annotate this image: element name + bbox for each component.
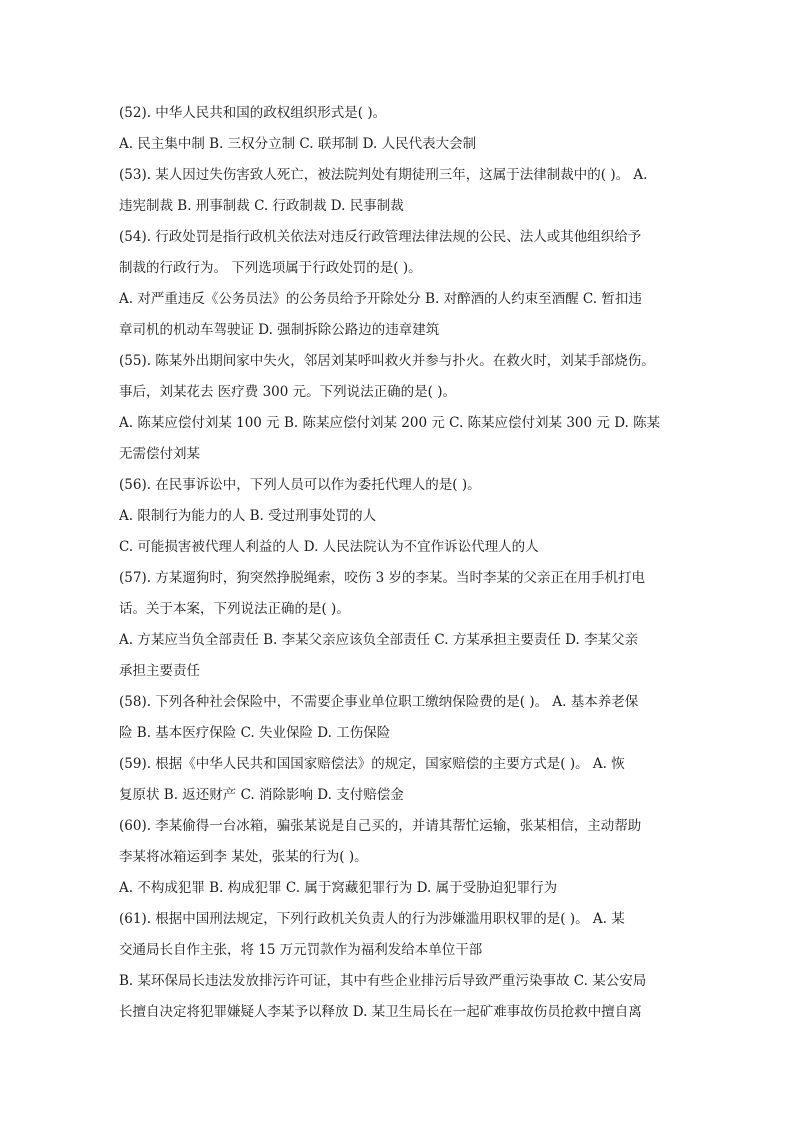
- text-line: A. 限制行为能力的人 B. 受过刑事处罚的人: [119, 508, 377, 524]
- text-line: (52). 中华人民共和国的政权组织形式是( )。: [119, 105, 387, 121]
- text-line: C. 可能损害被代理人利益的人 D. 人民法院认为不宜作诉讼代理人的人: [119, 539, 539, 555]
- text-line: 交通局长自作主张，将 15 万元罚款作为福利发给本单位干部: [119, 942, 483, 958]
- text-line: (59). 根据《中华人民共和国国家赔偿法》的规定，国家赔偿的主要方式是( )。 A. 恢: [119, 756, 625, 772]
- text-line: (61). 根据中国刑法规定，下列行政机关负责人的行为涉嫌滥用职权罪的是( )。 A. 某: [119, 911, 625, 927]
- text-line: A. 方某应当负全部责任 B. 李某父亲应该负全部责任 C. 方某承担主要责任 D. 李某父亲: [119, 632, 639, 648]
- text-line: 违宪制裁 B. 刑事制裁 C. 行政制裁 D. 民事制裁: [119, 198, 404, 214]
- text-line: 复原状 B. 返还财产 C. 消除影响 D. 支付赔偿金: [119, 787, 404, 803]
- text-line: A. 陈某应偿付刘某 100 元 B. 陈某应偿付刘某 200 元 C. 陈某应偿付刘某 300 元 D. 陈某: [119, 415, 661, 431]
- text-line: (56). 在民事诉讼中，下列人员可以作为委托代理人的是( )。: [119, 477, 481, 493]
- text-line: 李某将冰箱运到李 某处，张某的行为( )。: [119, 849, 368, 865]
- text-line: A. 对严重违反《公务员法》的公务员给予开除处分 B. 对醉酒的人约束至酒醒 C. 暂扣违: [119, 291, 642, 307]
- text-line: A. 民主集中制 B. 三权分立制 C. 联邦制 D. 人民代表大会制: [119, 136, 477, 152]
- text-line: (53). 某人因过失伤害致人死亡，被法院判处有期徒刑三年，这属于法律制裁中的( )。 A.: [119, 167, 648, 183]
- text-line: (58). 下列各种社会保险中，不需要企事业单位职工缴纳保险费的是( )。 A. 基本养老保: [119, 694, 639, 710]
- text-line: 话。关于本案，下列说法正确的是( )。: [119, 601, 350, 617]
- text-line: 险 B. 基本医疗保险 C. 失业保险 D. 工伤保险: [119, 725, 391, 741]
- text-line: (60). 李某偷得一台冰箱，骗张某说是自己买的，并请其帮忙运输，张某相信，主动帮助: [119, 818, 642, 834]
- text-line: 制裁的行政行为。 下列选项属于行政处罚的是( )。: [119, 260, 422, 276]
- text-line: 承担主要责任: [119, 663, 200, 679]
- text-line: 事后，刘某花去 医疗费 300 元。下列说法正确的是( )。: [119, 384, 456, 400]
- text-line: A. 不构成犯罪 B. 构成犯罪 C. 属于窝藏犯罪行为 D. 属于受胁迫犯罪行为: [119, 880, 558, 896]
- text-line: 无需偿付刘某: [119, 446, 200, 462]
- text-line: (57). 方某遛狗时，狗突然挣脱绳索，咬伤 3 岁的李某。当时李某的父亲正在用手机打电: [119, 570, 645, 586]
- text-line: 长擅自决定将犯罪嫌疑人李某予以释放 D. 某卫生局长在一起矿难事故伤员抢救中擅自离: [119, 1004, 642, 1020]
- text-line: 章司机的机动车驾驶证 D. 强制拆除公路边的违章建筑: [119, 322, 440, 338]
- text-line: B. 某环保局长违法发放排污许可证，其中有些企业排污后导致严重污染事故 C. 某公安局: [119, 973, 647, 989]
- document-body: [119, 98, 677, 1028]
- text-line: (55). 陈某外出期间家中失火，邻居刘某呼叫救火并参与扑火。在救火时，刘某手部烧伤。: [119, 353, 655, 369]
- text-line: (54). 行政处罚是指行政机关依法对违反行政管理法律法规的公民、法人或其他组织给予: [119, 229, 642, 245]
